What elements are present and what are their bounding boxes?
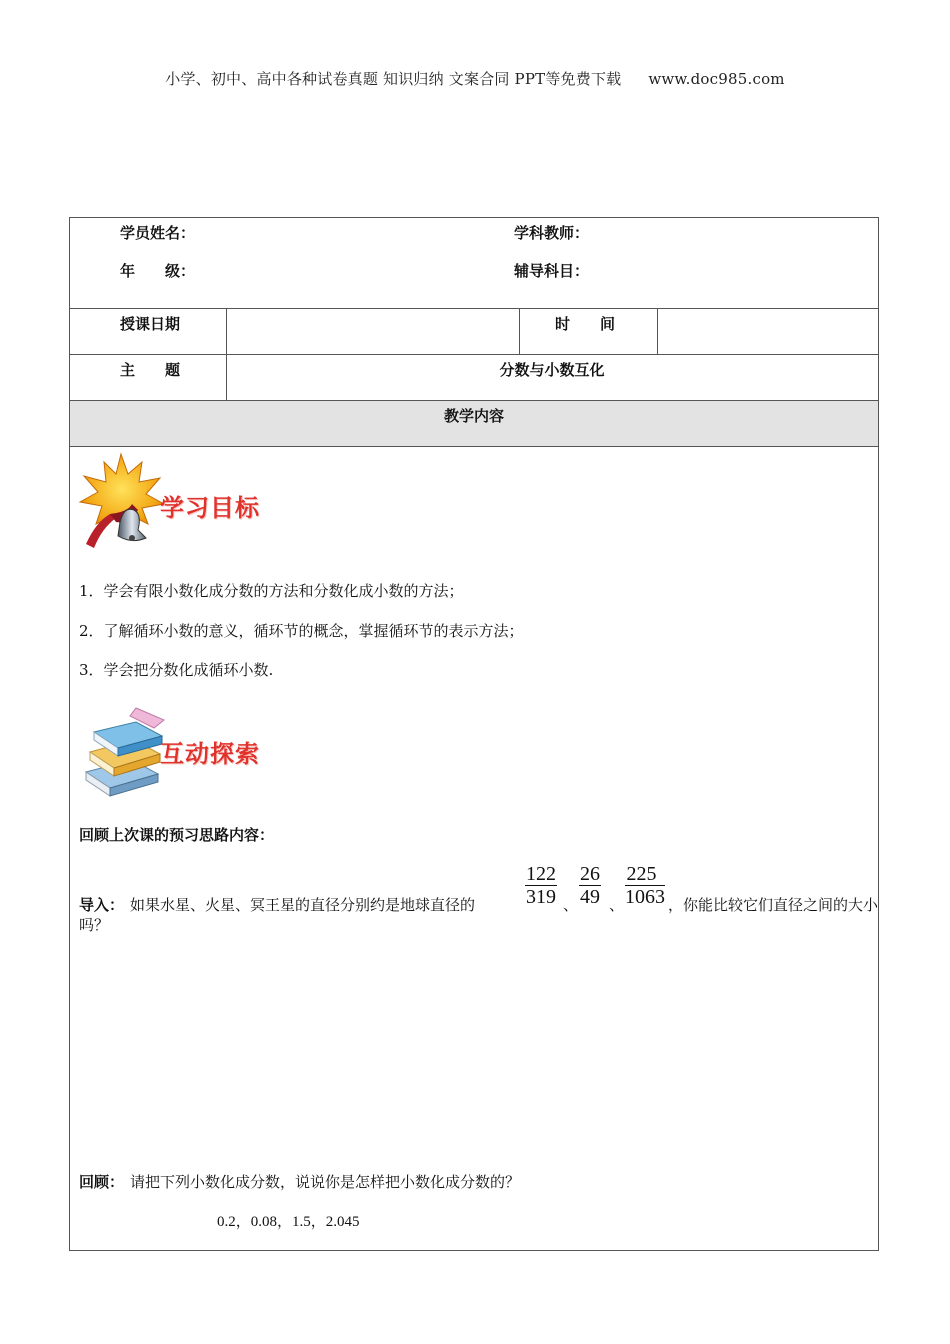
intro-text-after: ，你能比较它们直径之间的大小 xyxy=(668,896,879,914)
divider xyxy=(226,309,227,354)
time-label: 时 间 xyxy=(555,315,616,333)
fraction-numerator: 122 xyxy=(526,863,556,885)
goal-item-3: 3．学会把分数化成循环小数. xyxy=(79,661,274,679)
content-header: 教学内容 xyxy=(443,407,504,425)
intro-text-wrap: 吗？ xyxy=(79,916,110,934)
topic-label: 主 题 xyxy=(120,361,181,379)
fraction-mercury xyxy=(525,863,557,908)
subject-teacher-label: 学科教师： xyxy=(514,224,590,242)
goal-item-1: 1．学会有限小数化成分数的方法和分数化成小数的方法； xyxy=(79,582,464,600)
interactive-explore-title: 互动探索 xyxy=(160,740,260,768)
fraction-numerator: 26 xyxy=(580,863,600,885)
review-heading: 回顾上次课的预习思路内容： xyxy=(79,826,275,844)
intro-label: 导入： xyxy=(79,896,125,914)
lesson-table xyxy=(69,217,879,1251)
goal-item-2: 2．了解循环小数的意义，循环节的概念，掌握循环节的表示方法； xyxy=(79,622,524,640)
learning-goals-badge xyxy=(76,452,276,552)
recall-label: 回顾： xyxy=(79,1173,125,1191)
topic-row xyxy=(70,355,878,401)
topic-value: 分数与小数互化 xyxy=(499,361,605,379)
fraction-denominator: 49 xyxy=(580,886,600,908)
recall-text: 请把下列小数化成分数，说说你是怎样把小数化成分数的？ xyxy=(130,1173,521,1191)
header-text: 小学、初中、高中各种试卷真题 知识归纳 文案合同 PPT等免费下载 xyxy=(165,70,622,88)
maple-bell-icon xyxy=(76,452,166,552)
tutoring-subject-label: 辅导科目： xyxy=(514,262,590,280)
student-info-row xyxy=(70,218,878,309)
fraction-pluto xyxy=(625,863,665,908)
fraction-denominator: 319 xyxy=(526,886,556,908)
decimals-list: 0.2，0.08，1.5，2.045 xyxy=(217,1214,360,1230)
fraction-denominator: 1063 xyxy=(625,886,665,908)
separator: 、 xyxy=(609,896,625,914)
content-header-row xyxy=(70,401,878,447)
date-label: 授课日期 xyxy=(120,315,181,333)
fraction-mars xyxy=(579,863,601,908)
learning-goals-title: 学习目标 xyxy=(160,494,260,522)
grade-label: 年 级： xyxy=(120,262,196,280)
student-name-label: 学员姓名： xyxy=(120,224,196,242)
separator: 、 xyxy=(563,896,579,914)
header-url[interactable]: www.doc985.com xyxy=(648,70,785,88)
schedule-row xyxy=(70,309,878,355)
page-header xyxy=(0,68,950,89)
fraction-numerator: 225 xyxy=(625,863,665,886)
divider xyxy=(657,309,658,354)
intro-text-before: 如果水星、火星、冥王星的直径分别约是地球直径的 xyxy=(130,896,476,914)
divider xyxy=(519,309,520,354)
books-icon xyxy=(80,702,170,798)
interactive-explore-badge xyxy=(80,702,280,798)
